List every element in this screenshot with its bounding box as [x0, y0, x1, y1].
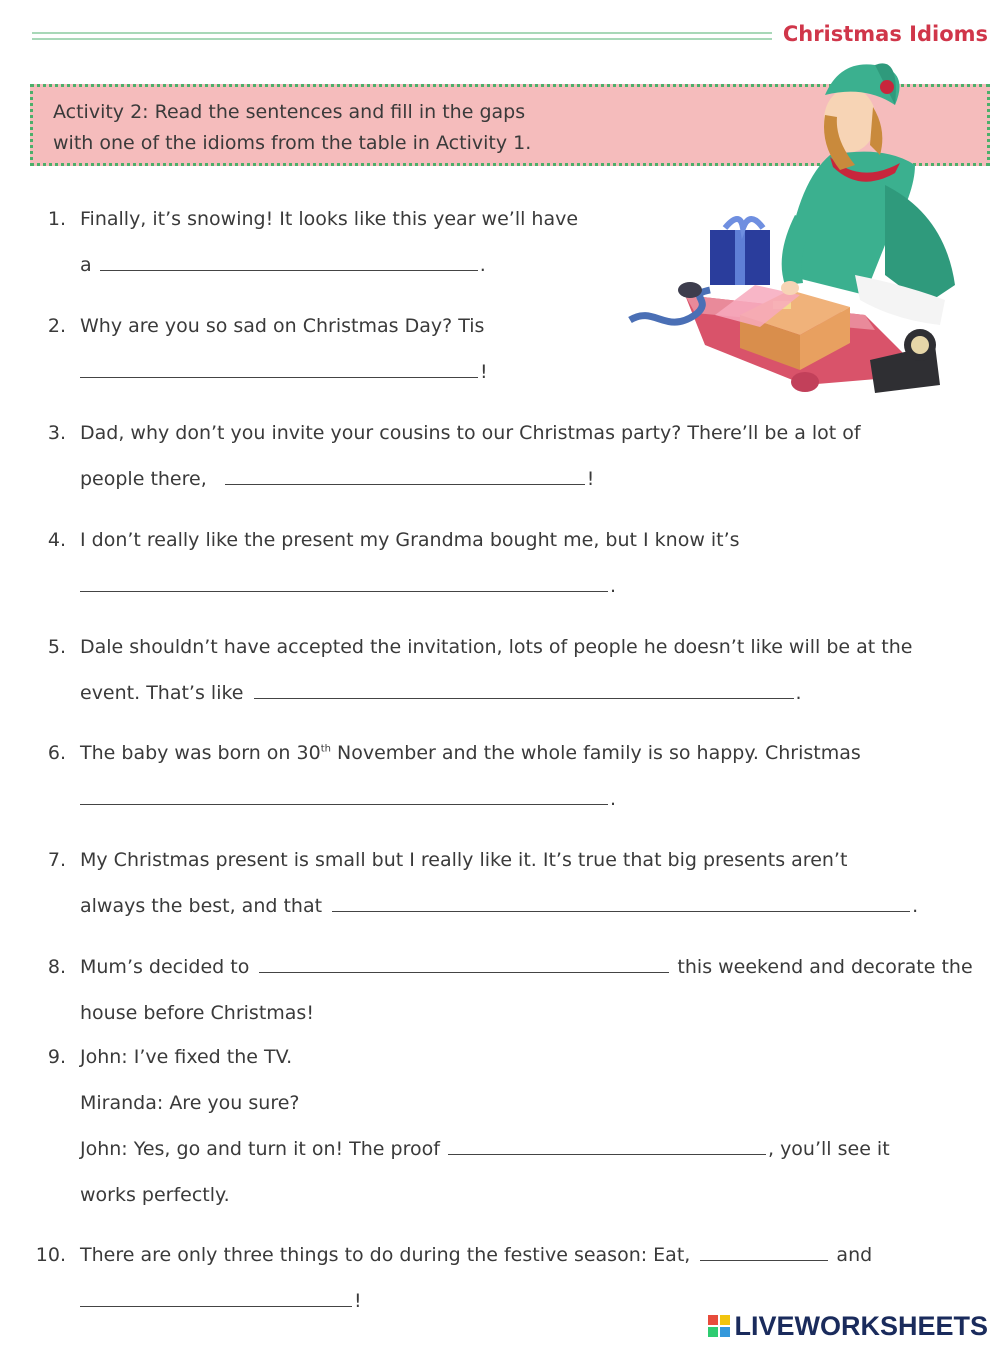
question-1-suffix: .: [479, 254, 486, 276]
question-6-line-2: [80, 788, 616, 810]
question-8-line-1: [80, 956, 973, 978]
question-7-prefix: always the best, and that: [80, 895, 323, 917]
question-6-suffix: .: [610, 788, 617, 810]
question-number: 6.: [47, 742, 66, 764]
liveworksheets-logo: [708, 1311, 988, 1342]
question-1-line-1: Finally, it’s snowing! It looks like this year we’ll have: [80, 208, 579, 230]
question-10-suffix: !: [354, 1290, 362, 1312]
question-2-line-2: [80, 361, 488, 383]
question-number: 8.: [47, 956, 66, 978]
activity-line-1: Activity 2: Read the sentences and fill in the gaps: [53, 101, 526, 123]
page-title: Christmas Idioms: [782, 22, 988, 46]
question-9-line-1: John: I’ve fixed the TV.: [80, 1046, 293, 1068]
question-6-text-a: The baby was born on 30: [80, 742, 321, 764]
question-number: 5.: [47, 636, 66, 658]
question-8-text-a: Mum’s decided to: [80, 956, 250, 978]
question-8-line-2: house before Christmas!: [80, 1002, 314, 1024]
question-number: 1.: [47, 208, 66, 230]
header-rule-bottom: [32, 38, 772, 40]
question-4-suffix: .: [610, 575, 617, 597]
question-10-text-a: There are only three things to do during the festive season: Eat,: [80, 1244, 691, 1266]
question-6-line-1: [80, 742, 861, 764]
question-10-blank-2[interactable]: [80, 1305, 352, 1307]
question-4-blank[interactable]: [80, 590, 608, 592]
question-9-text-a: John: Yes, go and turn it on! The proof: [80, 1138, 440, 1160]
question-number: 9.: [47, 1046, 66, 1068]
question-number: 7.: [47, 849, 66, 871]
elf-wrapping-present-illustration: [625, 45, 995, 395]
activity-line-2: with one of the idioms from the table in Activity 1.: [53, 132, 532, 154]
question-10-line-2: [80, 1290, 362, 1312]
header-rule-top: [32, 32, 772, 34]
question-10-blank-1[interactable]: [700, 1259, 828, 1261]
question-3-line-1: Dad, why don’t you invite your cousins to our Christmas party? There’ll be a lot of: [80, 422, 861, 444]
question-5-prefix: event. That’s like: [80, 682, 244, 704]
question-10-line-1: [80, 1244, 872, 1266]
question-5-line-2: [80, 682, 802, 704]
question-3-suffix: !: [586, 468, 595, 490]
question-9-text-b: , you’ll see it: [767, 1138, 890, 1160]
question-number: 3.: [47, 422, 66, 444]
question-9-blank[interactable]: [448, 1153, 766, 1155]
question-10-text-b: and: [836, 1244, 873, 1266]
question-8-text-b: this weekend and decorate the: [677, 956, 973, 978]
question-4-line-2: [80, 575, 616, 597]
question-9-line-3: [80, 1138, 890, 1160]
question-7-line-2: [80, 895, 918, 917]
question-6-text-b: November and the whole family is so happy. Christmas: [330, 742, 861, 764]
question-7-line-1: My Christmas present is small but I really like it. It’s true that big presents aren’t: [80, 849, 848, 871]
question-number: 4.: [47, 529, 66, 551]
question-7-suffix: .: [912, 895, 919, 917]
question-6-superscript: th: [320, 743, 331, 755]
question-2-blank[interactable]: [80, 376, 478, 378]
liveworksheets-logo-icon: [708, 1315, 730, 1337]
question-9-line-4: works perfectly.: [80, 1184, 230, 1206]
question-3-blank[interactable]: [225, 483, 585, 485]
question-5-suffix: .: [795, 682, 802, 704]
question-6-blank[interactable]: [80, 803, 608, 805]
question-1-line-2: [80, 254, 486, 276]
liveworksheets-logo-text: LIVEWORKSHEETS: [734, 1311, 988, 1341]
question-9-line-2: Miranda: Are you sure?: [80, 1092, 300, 1114]
question-7-blank[interactable]: [332, 910, 910, 912]
question-2-suffix: !: [480, 361, 488, 383]
question-8-blank[interactable]: [259, 971, 669, 973]
question-1-blank[interactable]: [100, 269, 478, 271]
question-4-line-1: I don’t really like the present my Grandma bought me, but I know it’s: [80, 529, 740, 551]
question-number: 10.: [35, 1244, 66, 1266]
question-number: 2.: [47, 315, 66, 337]
question-5-line-1: Dale shouldn’t have accepted the invitation, lots of people he doesn’t like will be at the: [80, 636, 913, 658]
activity-instructions: [53, 97, 531, 159]
question-2-line-1: Why are you so sad on Christmas Day? Tis: [80, 315, 485, 337]
question-5-blank[interactable]: [254, 697, 794, 699]
question-1-prefix: a: [80, 254, 92, 276]
question-3-line-2: [80, 468, 594, 490]
question-3-prefix: people there,: [80, 468, 207, 490]
